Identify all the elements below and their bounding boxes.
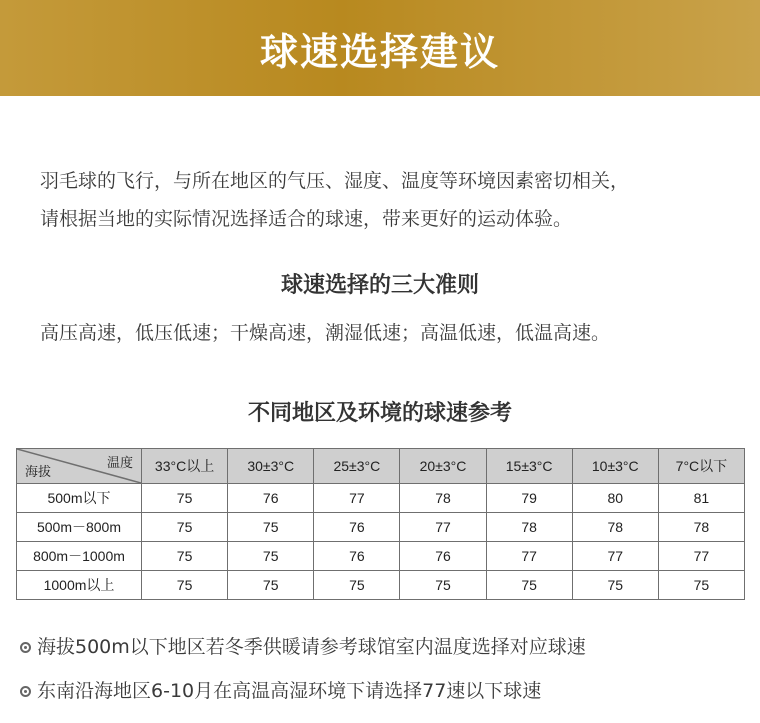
speed-cell: 76 <box>400 542 486 571</box>
table-header-row <box>17 449 745 484</box>
reference-title: 不同地区及环境的球速参考 <box>247 401 512 426</box>
page-title: 球速选择建议 <box>259 29 500 74</box>
speed-cell: 75 <box>314 571 400 600</box>
altitude-cell: 800m－1000m <box>17 542 142 571</box>
rules-text: 高压高速，低压低速；干燥高速，潮湿低速；高温低速，低温高速。 <box>40 322 611 344</box>
speed-cell: 79 <box>486 484 572 513</box>
speed-cell: 75 <box>486 571 572 600</box>
notes-list <box>20 625 740 713</box>
speed-cell: 75 <box>142 513 228 542</box>
speed-cell: 81 <box>658 484 744 513</box>
column-header: 7°C以下 <box>658 449 744 484</box>
speed-cell: 75 <box>142 484 228 513</box>
header-banner <box>0 0 760 96</box>
speed-reference-table <box>16 448 745 600</box>
column-header: 20±3°C <box>400 449 486 484</box>
speed-cell: 77 <box>572 542 658 571</box>
speed-cell: 78 <box>486 513 572 542</box>
column-header: 25±3°C <box>314 449 400 484</box>
column-header: 15±3°C <box>486 449 572 484</box>
speed-cell: 78 <box>400 484 486 513</box>
speed-cell: 76 <box>314 513 400 542</box>
column-header: 10±3°C <box>572 449 658 484</box>
speed-cell: 77 <box>658 542 744 571</box>
table-row <box>17 571 745 600</box>
speed-cell: 75 <box>228 513 314 542</box>
speed-cell: 77 <box>400 513 486 542</box>
note-text: 东南沿海地区6-10月在高温高湿环境下请选择77速以下球速 <box>37 680 542 702</box>
speed-cell: 75 <box>228 571 314 600</box>
corner-label-temperature: 温度 <box>106 455 133 470</box>
intro-line-1: 羽毛球的飞行，与所在地区的气压、湿度、温度等环境因素密切相关， <box>40 170 630 192</box>
speed-cell: 76 <box>228 484 314 513</box>
altitude-cell: 500m－800m <box>17 513 142 542</box>
speed-cell: 75 <box>228 542 314 571</box>
speed-cell: 80 <box>572 484 658 513</box>
speed-cell: 75 <box>142 571 228 600</box>
table-row <box>17 484 745 513</box>
speed-cell: 75 <box>572 571 658 600</box>
column-header: 33°C以上 <box>142 449 228 484</box>
speed-cell: 75 <box>400 571 486 600</box>
note-text: 海拔500m以下地区若冬季供暖请参考球馆室内温度选择对应球速 <box>37 636 586 658</box>
bullet-circle-icon <box>20 686 31 697</box>
speed-cell: 78 <box>572 513 658 542</box>
altitude-cell: 500m以下 <box>17 484 142 513</box>
speed-cell: 75 <box>658 571 744 600</box>
column-header: 30±3°C <box>228 449 314 484</box>
intro-line-2: 请根据当地的实际情况选择适合的球速，带来更好的运动体验。 <box>40 208 573 230</box>
corner-header-cell <box>17 449 142 484</box>
speed-cell: 75 <box>142 542 228 571</box>
corner-label-altitude: 海拔 <box>25 464 52 479</box>
intro-paragraph <box>40 162 730 238</box>
bullet-circle-icon <box>20 642 31 653</box>
table-row <box>17 513 745 542</box>
speed-cell: 76 <box>314 542 400 571</box>
rules-title: 球速选择的三大准则 <box>280 273 479 298</box>
table-row <box>17 542 745 571</box>
speed-cell: 77 <box>314 484 400 513</box>
speed-cell: 78 <box>658 513 744 542</box>
speed-cell: 77 <box>486 542 572 571</box>
list-item <box>20 669 740 713</box>
altitude-cell: 1000m以上 <box>17 571 142 600</box>
list-item <box>20 625 740 669</box>
